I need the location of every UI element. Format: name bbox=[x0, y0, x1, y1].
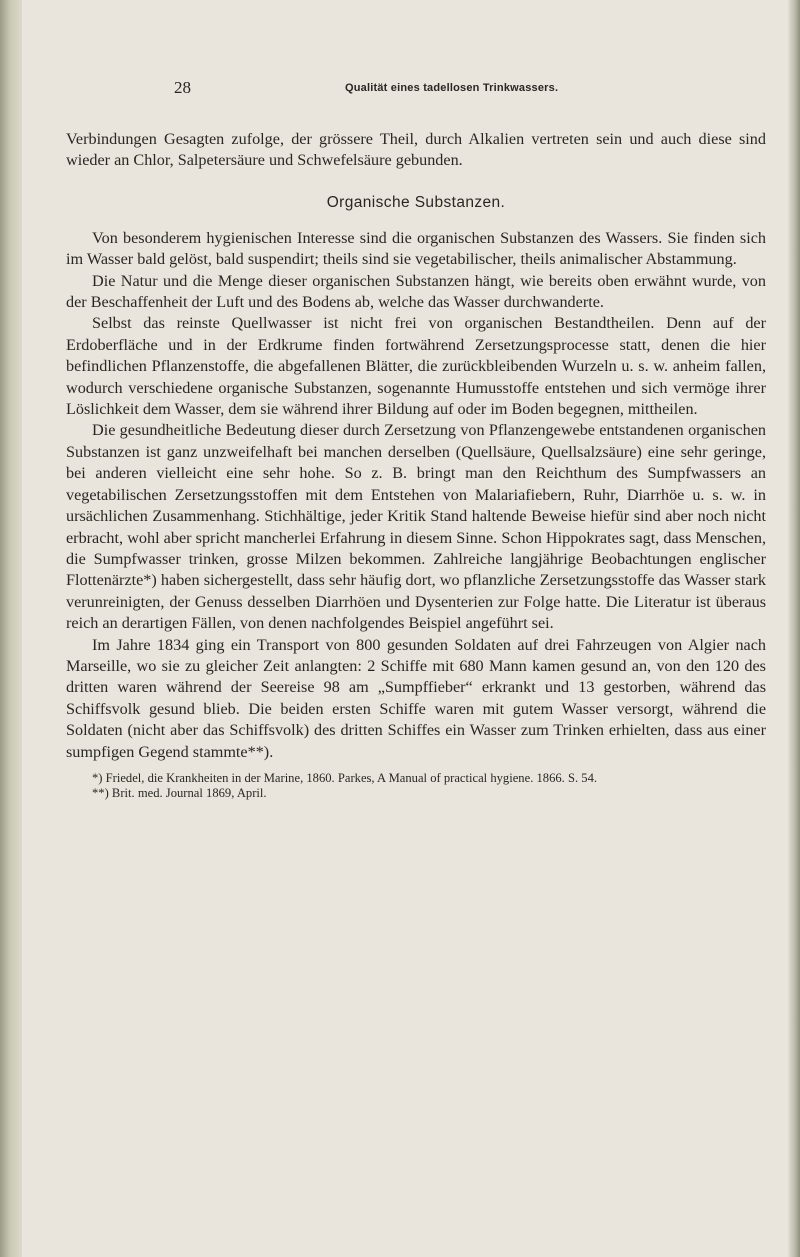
paragraph: Im Jahre 1834 ging ein Transport von 800 gesunden Soldaten auf drei Fahrzeugen von Algier nach Marseille, wo sie zu gleicher Zeit anlangten: 2 Schiffe mit 680 Mann kamen gesund an, von den 120 des dritten waren während der Seereise 98 am „Sumpffieber“ erkrankt und 13 gestorben, während das Schiffsvolk gesund blieb. Die beiden ersten Schiffe waren mit gutem Wasser versorgt, während die Soldaten (nicht aber das Schiffsvolk) des dritten Schiffes ein Wasser zum Trinken erhielten, dass aus einer sumpfigen Gegend stammte**). bbox=[66, 635, 766, 761]
paragraph: Selbst das reinste Quellwasser ist nicht frei von organischen Bestandtheilen. Denn auf der Erdoberfläche und in der Erdkrume finden fortwährend Zersetzungsprocesse statt, denen die hier befindlichen Pflanzenstoffe, die abgefallenen Blätter, die zurückbleibenden Wurzeln u. s. w. anheim fallen, wodurch verschiedene organische Substanzen, sogenannte Humusstoffe entstehen und sich vermöge ihrer Löslichkeit dem Wasser, dem sie während ihrer Bildung auf oder im Boden begegnen, mittheilen. bbox=[66, 314, 766, 419]
paragraph: Von besonderem hygienischen Interesse sind die organischen Substanzen des Wassers. Sie finden sich im Wasser bald gelöst, bald suspendirt; theils sind sie vegetabilischer, theils animalischer Abstammung. bbox=[66, 228, 766, 269]
page-number: 28 bbox=[174, 78, 191, 97]
paragraph: Die Natur und die Menge dieser organischen Substanzen hängt, wie bereits oben erwähnt wurde, von der Beschaffenheit der Luft und des Bodens ab, welche das Wasser durchwanderte. bbox=[66, 271, 766, 312]
footnotes bbox=[66, 771, 766, 801]
scan-edge-right bbox=[788, 0, 800, 1257]
footnote: *) Friedel, die Krankheiten in der Marine, 1860. Parkes, A Manual of practical hygiene. 1866. S. 54. bbox=[92, 770, 598, 785]
section-title: Organische Substanzen. bbox=[326, 193, 506, 211]
body-text bbox=[66, 129, 766, 801]
paragraph: Die gesundheitliche Bedeutung dieser durch Zersetzung von Pflanzengewebe entstandenen organischen Substanzen ist ganz unzweifelhaft bei manchen derselben (Quellsäure, Quellsalzsäure) eine sehr geringe, bei anderen vielleicht eine sehr hohe. So z. B. bringt man den Reichthum des Sumpfwassers an vegetabilischen Zersetzungsstoffen mit dem Entstehen von Malariafiebern, Ruhr, Diarrhöe u. s. w. in ursächlichen Zusammenhang. Stichhältige, jeder Kritik Stand haltende Beweise hiefür sind aber noch nicht erbracht, wohl aber spricht mancherlei Erfahrung in diesem Sinne. Schon Hippokrates sagt, dass Menschen, die Sumpfwasser trinken, grosse Milzen bekommen. Zahlreiche langjährige Beobachtungen englischer Flottenärzte*) haben sichergestellt, dass sehr häufig dort, wo pflanzliche Zersetzungsstoffe das Wasser stark verunreinigten, der Genuss desselben Diarrhöen und Dysenterien zur Folge hatte. Die Literatur ist überaus reich an derartigen Fällen, von denen nachfolgendes Beispiel angeführt sei. bbox=[66, 421, 766, 633]
running-header bbox=[62, 78, 762, 102]
footnote: **) Brit. med. Journal 1869, April. bbox=[92, 785, 267, 800]
scan-binding-edge-left bbox=[0, 0, 22, 1257]
paragraph-continuation: Verbindungen Gesagten zufolge, der grössere Theil, durch Alkalien vertreten sein und auch diese sind wieder an Chlor, Salpetersäure und Schwefelsäure gebunden. bbox=[66, 130, 766, 170]
running-title: Qualität eines tadellosen Trinkwassers. bbox=[345, 82, 559, 94]
book-page bbox=[62, 78, 766, 800]
